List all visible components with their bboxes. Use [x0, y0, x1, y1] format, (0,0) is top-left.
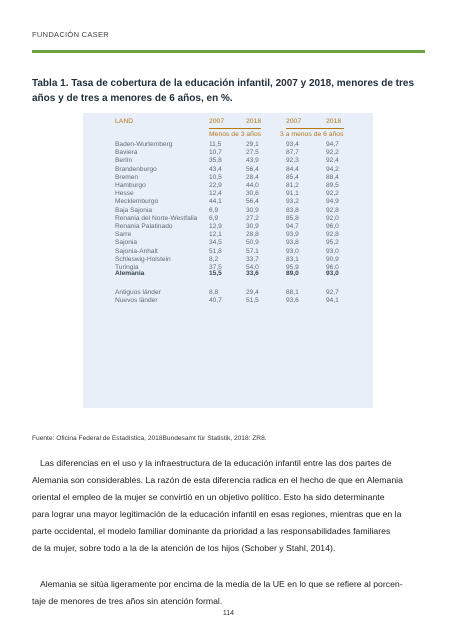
- row-value: 43,4: [209, 165, 222, 173]
- row-value: 28,4: [246, 173, 259, 181]
- table-header-years: [83, 118, 373, 126]
- table-row: [83, 190, 373, 198]
- table-title: Tabla 1. Tasa de cobertura de la educación infantil, 2007 y 2018, menores de tres años y de tres a menores de 6 años, en %.: [32, 78, 415, 104]
- row-value: 93,2: [286, 198, 299, 206]
- row-value: 27,2: [246, 214, 259, 222]
- row-value: 89,5: [326, 182, 339, 189]
- row-value: 87,7: [286, 149, 299, 157]
- row-value: 89,0: [286, 270, 299, 277]
- group-header: Menos de 3 años: [209, 131, 262, 138]
- row-value: 92,7: [326, 289, 339, 296]
- row-value: 92,3: [286, 157, 299, 165]
- row-value: 12,4: [209, 190, 222, 198]
- row-value: 22,9: [209, 182, 222, 189]
- row-value: 94,7: [286, 223, 299, 230]
- table-row: [83, 231, 373, 239]
- table-row: [83, 248, 373, 256]
- row-value: 92,8: [326, 206, 339, 214]
- paragraph-line: Alemania se sitúa ligeramente por encima de la media de la UE en lo que se refiere al porcen-: [40, 579, 403, 589]
- row-value: 93,6: [286, 297, 299, 305]
- row-label: Schleswig-Holstein: [115, 255, 171, 263]
- row-value: 50,9: [246, 239, 259, 247]
- row-value: 93,4: [286, 141, 299, 148]
- row-value: 94,7: [326, 141, 339, 148]
- row-value: 8,8: [209, 289, 219, 296]
- row-value: 10,5: [209, 173, 222, 181]
- year-header: 2007: [286, 118, 302, 125]
- table-row: [83, 174, 373, 182]
- row-value: 6,9: [209, 206, 219, 214]
- table-row: [83, 141, 373, 149]
- row-value: 84,4: [286, 165, 299, 173]
- paragraph-line: oriental el empleo de la mujer se convirtió en un objetivo político. Esto ha sido determinante: [32, 492, 385, 502]
- paragraph-line: para lograr una mayor legitimación de la educación infantil en esas regiones, mientras que en la: [32, 509, 402, 519]
- row-value: 56,4: [246, 165, 259, 173]
- row-label: Antiguos länder: [115, 289, 161, 296]
- row-value: 93,0: [326, 247, 339, 255]
- row-value: 29,1: [246, 141, 259, 148]
- row-value: 33,7: [246, 255, 259, 263]
- row-value: 94,2: [326, 165, 339, 173]
- row-label: Baviera: [115, 149, 138, 157]
- row-label: Baja Sajonia: [115, 206, 153, 214]
- table-row: [83, 182, 373, 190]
- table-row: [83, 157, 373, 165]
- row-label: Nuevos länder: [115, 297, 158, 305]
- row-value: 57,1: [246, 247, 259, 255]
- table-row: [83, 198, 373, 206]
- row-value: 37,5: [209, 264, 222, 271]
- paragraph-line: parte occidental, el modelo familiar dominante da prioridad a las responsabilidades familiares: [32, 526, 391, 536]
- paragraph-line: Alemania son considerables. La razón de esta diferencia radica en el hecho de que en Alemania: [32, 475, 403, 485]
- row-value: 12,1: [209, 231, 222, 239]
- row-value: 10,7: [209, 149, 222, 157]
- row-value: 81,2: [286, 182, 299, 189]
- row-value: 95,9: [286, 264, 299, 271]
- row-value: 33,6: [246, 270, 259, 277]
- table-row: [83, 149, 373, 157]
- row-value: 12,9: [209, 223, 222, 230]
- row-value: 28,8: [246, 231, 259, 239]
- table-row: [83, 166, 373, 174]
- row-label: Brandenburgo: [115, 165, 157, 173]
- row-value: 85,8: [286, 214, 299, 222]
- row-value: 29,4: [246, 289, 259, 296]
- row-value: 92,4: [326, 157, 339, 165]
- row-value: 35,8: [209, 157, 222, 165]
- row-label: Sajonia: [115, 239, 137, 247]
- row-value: 43,9: [246, 157, 259, 165]
- table-total-row: [83, 270, 373, 278]
- year-header: 2007: [209, 118, 225, 125]
- row-value: 95,2: [326, 239, 339, 247]
- group-header: 3 a menos de 6 años: [280, 131, 344, 138]
- row-label: Sajonia-Anhalt: [115, 247, 158, 255]
- header-underline: [286, 128, 344, 129]
- row-value: 92,2: [326, 149, 339, 157]
- row-value: 92,8: [326, 231, 339, 239]
- row-value: 40,7: [209, 297, 222, 305]
- table-row: [83, 239, 373, 247]
- row-label: Bremen: [115, 173, 139, 181]
- year-header: 2018: [326, 118, 342, 125]
- table-group-row: [83, 289, 373, 297]
- row-value: 93,0: [326, 270, 339, 277]
- row-label: Alemania: [115, 270, 145, 277]
- row-value: 93,9: [286, 231, 299, 239]
- row-value: 93,0: [286, 247, 299, 255]
- row-value: 51,5: [246, 297, 259, 305]
- table-source: Fuente: Oficina Federal de Estadística, 2018Bundesamt für Statistik, 2018: ZR8.: [32, 435, 267, 442]
- row-label: Renania Palatinado: [115, 223, 173, 230]
- row-value: 30,9: [246, 206, 259, 214]
- row-value: 11,5: [209, 141, 222, 148]
- row-value: 8,2: [209, 255, 219, 263]
- row-value: 88,1: [286, 289, 299, 296]
- row-value: 88,4: [326, 173, 339, 181]
- row-value: 90,9: [326, 255, 339, 263]
- header-underline: [209, 128, 261, 129]
- body-paragraph: [32, 455, 427, 557]
- row-value: 51,8: [209, 247, 222, 255]
- row-value: 27,5: [246, 149, 259, 157]
- row-label: Renania del Norte-Westfalia: [115, 214, 198, 222]
- row-value: 54,0: [246, 264, 259, 271]
- row-label: Sarre: [115, 231, 132, 239]
- row-label: Berlín: [115, 157, 133, 165]
- row-label: Baden-Wurtemberg: [115, 141, 173, 148]
- row-value: 96,0: [326, 223, 339, 230]
- row-value: 34,5: [209, 239, 222, 247]
- paragraph-line: taje de menores de tres años sin atención formal.: [32, 596, 223, 606]
- row-value: 15,5: [209, 270, 222, 277]
- row-value: 30,6: [246, 190, 259, 198]
- row-label: Hesse: [115, 190, 134, 198]
- table-row: [83, 256, 373, 264]
- row-value: 83,1: [286, 255, 299, 263]
- header-rule: [32, 50, 425, 53]
- land-header: LAND: [115, 118, 134, 125]
- row-value: 96,0: [326, 264, 339, 271]
- row-value: 94,9: [326, 198, 339, 206]
- row-value: 56,4: [246, 198, 259, 206]
- row-value: 93,8: [286, 239, 299, 247]
- table-group-row: [83, 297, 373, 305]
- row-value: 85,4: [286, 173, 299, 181]
- row-value: 92,0: [326, 214, 339, 222]
- row-label: Mecklemburgo: [115, 198, 159, 206]
- table-row: [83, 207, 373, 215]
- row-value: 44,0: [246, 182, 259, 189]
- table-header-groups: [83, 131, 373, 139]
- row-label: Hamburgo: [115, 182, 146, 189]
- row-value: 91,1: [286, 190, 299, 198]
- table-row: [83, 215, 373, 223]
- row-value: 94,1: [326, 297, 339, 305]
- body-paragraph: [32, 576, 427, 610]
- running-header: FUNDACIÓN CASER: [32, 30, 110, 39]
- table-row: [83, 223, 373, 231]
- row-value: 44,1: [209, 198, 222, 206]
- paragraph-line: Las diferencias en el uso y la infraestructura de la educación infantil entre las dos partes de: [40, 458, 392, 468]
- data-table: [83, 113, 373, 408]
- year-header: 2018: [246, 118, 262, 125]
- row-value: 83,8: [286, 206, 299, 214]
- row-label: Turingia: [115, 264, 139, 271]
- row-value: 30,9: [246, 223, 259, 230]
- page-number: 114: [222, 610, 235, 617]
- paragraph-line: de la mujer, sobre todo a la de la atención de los hijos (Schober y Stahl, 2014).: [32, 543, 336, 553]
- row-value: 6,9: [209, 214, 219, 222]
- row-value: 92,2: [326, 190, 339, 198]
